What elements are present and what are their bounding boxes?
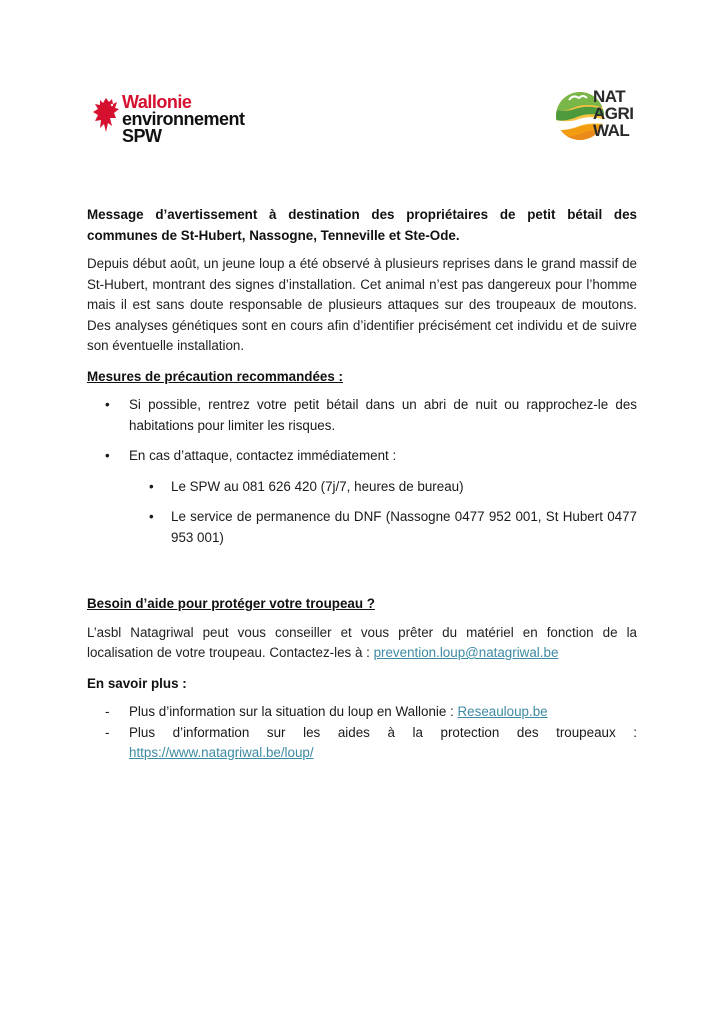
help-heading: Besoin d’aide pour protéger votre troupeau ? — [87, 596, 375, 611]
reseauloup-link[interactable]: Reseauloup.be — [457, 704, 548, 719]
logo-wal-text: WAL — [593, 121, 630, 140]
wallonie-logo — [92, 94, 252, 150]
precaution-item: • En cas d’attaque, contactez immédiatement : • Le SPW au 081 626 420 (7j/7, heures de bureau) • Le service de permanence du DNF (Nassogne 0477 952 001, St Hubert 0477 953 001) — [87, 446, 637, 548]
precautions-list — [87, 395, 637, 548]
document-title: Message d’avertissement à destination des propriétaires de petit bétail des communes de St-Hubert, Nassogne, Tenneville et Ste-Ode. — [87, 207, 637, 243]
logo-spw-text: SPW — [122, 126, 162, 146]
document-body — [87, 205, 637, 764]
contact-item: • Le service de permanence du DNF (Nassogne 0477 952 001, St Hubert 0477 953 001) — [87, 507, 637, 548]
contact-item: • Le SPW au 081 626 420 (7j/7, heures de bureau) — [87, 477, 637, 498]
natagriwal-logo — [555, 82, 655, 152]
more-list — [87, 702, 637, 764]
contacts-list — [129, 477, 637, 549]
logo-agri-text: AGRI — [593, 104, 634, 123]
logo-wallonie-text: Wallonie — [122, 92, 192, 112]
rooster-icon — [92, 96, 120, 134]
logo-nat-text: NAT — [593, 87, 626, 106]
email-link[interactable]: prevention.loup@natagriwal.be — [373, 645, 559, 660]
intro-paragraph: Depuis début août, un jeune loup a été observé à plusieurs reprises dans le grand massif de St-Hubert, montrant des signes d’installation. Cet animal n’est pas dangereux pour l’homme mais il est sans doute responsable de plusieurs attaques sur des troupeaux de moutons. Des analyses génétiques sont en cours afin d’identifier précisément cet individu et de suivre son éventuelle installation. — [87, 256, 637, 353]
natagriwal-loup-link[interactable]: https://www.natagriwal.be/loup/ — [129, 745, 314, 760]
logo-environnement-text: environnement — [122, 109, 245, 129]
precaution-item: • Si possible, rentrez votre petit bétail dans un abri de nuit ou rapprochez-le des habitations pour limiter les risques. — [87, 395, 637, 436]
more-item: - Plus d’information sur les aides à la protection des troupeaux : https://www.natagriwal.be/loup/ — [87, 723, 637, 764]
more-heading: En savoir plus : — [87, 675, 187, 691]
help-paragraph: L’asbl Natagriwal peut vous conseiller et vous prêter du matériel en fonction de la localisation de votre troupeau. Contactez-les à : prevention.loup@natagriwal.be — [87, 624, 637, 660]
more-item: - Plus d’information sur la situation du loup en Wallonie : Reseauloup.be — [87, 702, 637, 723]
precautions-heading: Mesures de précaution recommandées : — [87, 368, 343, 384]
